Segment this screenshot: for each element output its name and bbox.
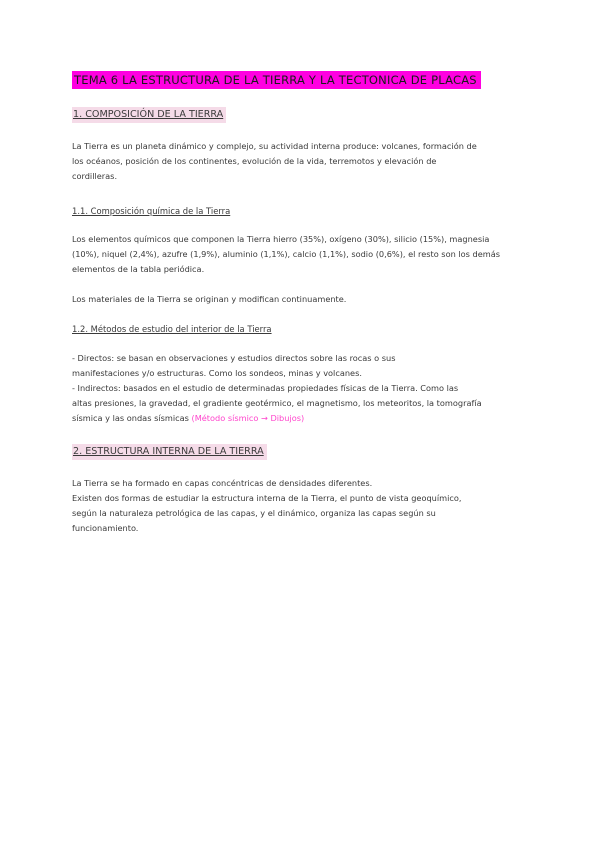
section-text-composicion: La Tierra es un planeta dinámico y complejo, su actividad interna produce: volcanes, formación de los océanos, posición de los continentes, evolución de la vida, terremotos y elevación de cordilleras. [72,141,477,181]
document-title: TEMA 6 LA ESTRUCTURA DE LA TIERRA Y LA TECTONICA DE PLACAS [72,71,481,89]
subsection-text-metodos [72,351,532,426]
metodos-text: - Directos: se basan en observaciones y estudios directos sobre las rocas o sus manifestaciones y/o estructuras. Como los sondeos, minas y volcanes. - Indirectos: basados en el estudio de determinadas propiedades físicas de la Tierra. Como las altas presiones, la gravedad, el gradiente geotérmico, el magnetismo, los meteoritos, la tomografía sísmica y las ondas sísmicas [72,353,482,423]
subsection-text-materiales: Los materiales de la Tierra se originan y modifican continuamente. [72,294,347,304]
subsection-heading-metodos: 1.2. Métodos de estudio del interior de la Tierra [72,324,272,334]
subsection-text-composicion-quimica: Los elementos químicos que componen la Tierra hierro (35%), oxígeno (30%), silicio (15%), magnesia (10%), niquel (2,4%), azufre (1,9%), aluminio (1,1%), calcio (1,1%), sodio (0,6%), el resto son los demás elementos de la tabla periódica. [72,234,501,274]
section-heading-composicion: 1. COMPOSICIÓN DE LA TIERRA [72,107,226,123]
section-text-estructura: La Tierra se ha formado en capas concéntricas de densidades diferentes. Existen dos formas de estudiar la estructura interna de la Tierra, el punto de vista geoquímico, según la naturaleza petrológica de las capas, y el dinámico, organiza las capas según su funcionamiento. [72,478,462,533]
section-heading-estructura: 2. ESTRUCTURA INTERNA DE LA TIERRA [72,444,267,460]
subsection-heading-composicion-quimica: 1.1. Composición química de la Tierra [72,206,231,216]
metodos-note: (Método sísmico → Dibujos) [191,413,305,423]
